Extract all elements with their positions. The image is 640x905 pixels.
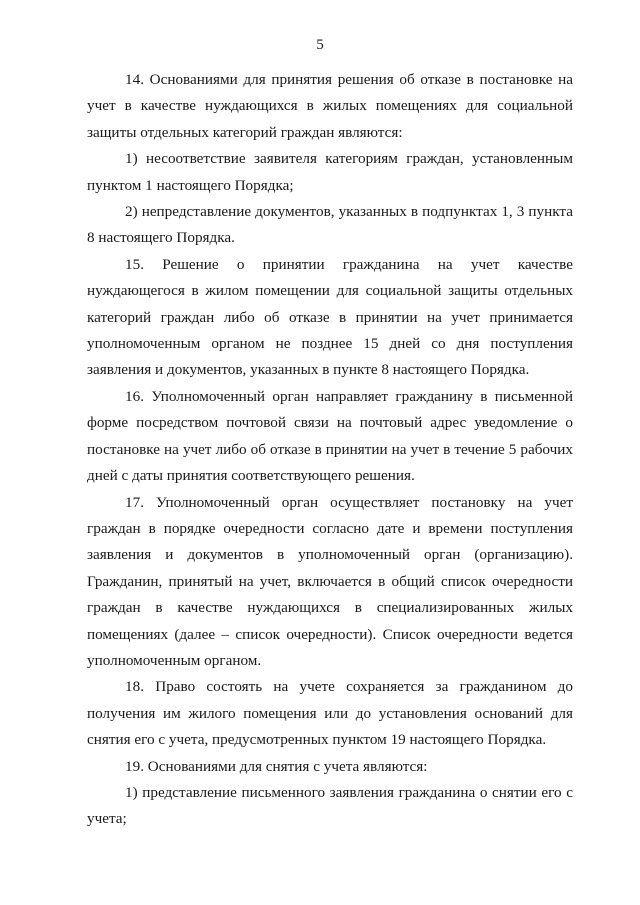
paragraph-19-item-1: 1) представление письменного заявления гражданина о снятии его с учета; bbox=[87, 783, 573, 828]
paragraph-14: 14. Основаниями для принятия решения об отказе в постановке на учет в качестве нуждающихся в жилых помещениях для социальной защиты отдельных категорий граждан являются: bbox=[87, 71, 573, 141]
paragraph-18: 18. Право состоять на учете сохраняется за гражданином до получения им жилого помещения или до установления оснований для снятия его с учета, предусмотренных пунктом 19 настоящего Порядка. bbox=[87, 678, 573, 749]
paragraph-14-item-2: 2) непредставление документов, указанных в подпунктах 1, 3 пункта 8 настоящего Порядка. bbox=[87, 203, 573, 247]
page-number: 5 bbox=[316, 37, 324, 53]
document-body bbox=[87, 67, 573, 833]
paragraph-15: 15. Решение о принятии гражданина на учет качестве нуждающегося в жилом помещении для социальной защиты отдельных категорий граждан либо об отказе в принятии на учет принимается уполномоченным органом не позднее 15 дней со дня поступления заявления и документов, указанных в пункте 8 настоящего Порядка. bbox=[87, 255, 573, 379]
paragraph-17: 17. Уполномоченный орган осуществляет постановку на учет граждан в порядке очередности согласно дате и времени поступления заявления и документов в уполномоченный орган (организацию). Гражданин, принятый на учет, включается в общий список очередности граждан в качестве нуждающихся в специализированных жилых помещениях (далее – список очередности). Список очередности ведется уполномоченным органом. bbox=[87, 493, 573, 669]
paragraph-16: 16. Уполномоченный орган направляет гражданину в письменной форме посредством почтовой связи на почтовый адрес уведомление о постановке на учет либо об отказе в принятии на учет в течение 5 рабочих дней с даты принятия соответствующего решения. bbox=[87, 387, 573, 485]
paragraph-14-item-1: 1) несоответствие заявителя категориям граждан, установленным пунктом 1 настоящего Порядка; bbox=[87, 150, 573, 194]
paragraph-19: 19. Основаниями для снятия с учета являются: bbox=[125, 757, 428, 775]
